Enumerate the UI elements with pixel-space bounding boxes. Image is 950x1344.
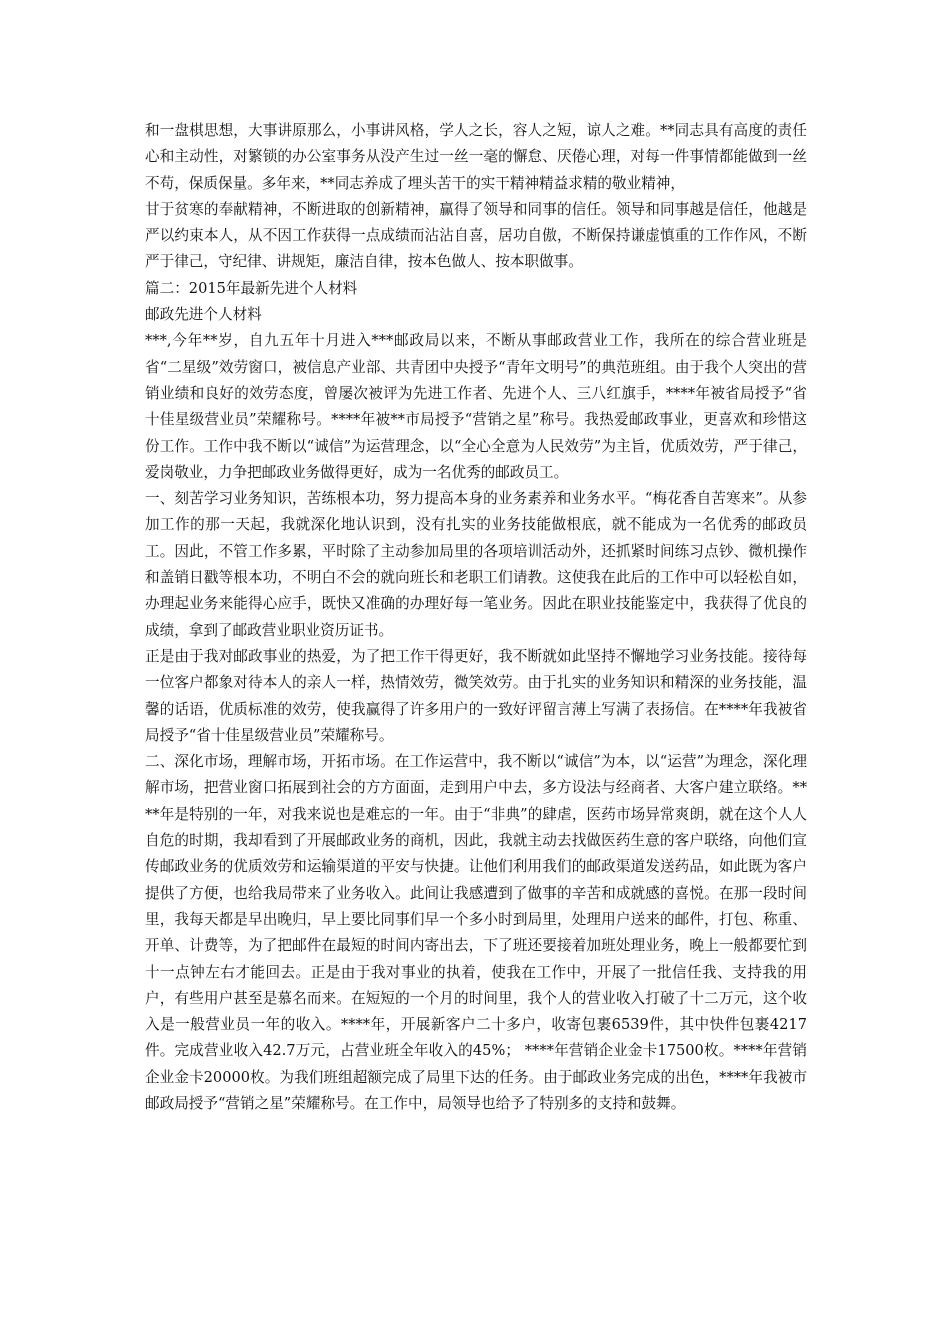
paragraph-section-one: 一、刻苦学习业务知识，苦练根本功，努力提高本身的业务素养和业务水平。“梅花香自苦寒来”。从参加工作的那一天起，我就深化地认识到，没有扎实的业务技能做根底，就不能成为一名优秀的邮政员工。因此，不管工作多累，平时除了主动参加局里的各项培训活动外，还抓紧时间练习点钞、微机操作和盖销日戳等根本功，不明白不会的就向班长和老职工们请教。这使我在此后的工作中可以轻松自如，办理起业务来能得心应手，既快又准确的办理好每一笔业务。因此在职业技能鉴定中，我获得了优良的成绩，拿到了邮政营业职业资历证书。 — [145, 490, 807, 639]
paragraph-section-two: 二、深化市场，理解市场，开拓市场。在工作运营中，我不断以“诚信”为本，以“运营”为理念，深化理解市场，把营业窗口拓展到社会的方方面面，走到用户中去，多方设法与经商者、大客户建立联络。****年是特别的一年，对我来说也是难忘的一年。由于“非典”的肆虐，医药市场异常爽朗，就在这个人人自危的时期，我却看到了开展邮政业务的商机，因此，我就主动去找做医药生意的客户联络，向他们宣传邮政业务的优质效劳和运输渠道的平安与快捷。让他们利用我们的邮政渠道发送药品，如此既为客户提供了方便，也给我局带来了业务收入。此间让我感遭到了做事的辛苦和成就感的喜悦。在那一段时间里，我每天都是早出晚归，早上要比同事们早一个多小时到局里，处理用户送来的邮件，打包、称重、开单、计费等，为了把邮件在最短的时间内寄出去，下了班还要接着加班处理业务，晚上一般都要忙到十一点钟左右才能回去。正是由于我对事业的执着，使我在工作中，开展了一批信任我、支持我的用户，有些用户甚至是慕名而来。在短短的一个月的时间里，我个人的营业收入打破了十二万元，这个收入是一般营业员一年的收入。****年，开展新客户二十多户，收寄包裹6539件，其中快件包裹4217件。完成营业收入42.7万元，占营业班全年收入的45%； ****年营销企业金卡17500枚。****年营销企业金卡20000枚。为我们班组超额完成了局里下达的任务。由于邮政业务完成的出色，****年我被市邮政局授予“营销之星”荣耀称号。在工作中，局领导也给予了特别多的支持和鼓舞。 — [145, 753, 807, 1112]
paragraph-1: 和一盘棋思想，大事讲原那么，小事讲风格，学人之长，容人之短，谅人之难。**同志具有高度的责任心和主动性，对繁锁的办公室事务从没产生过一丝一毫的懈怠、厌倦心理，对每一件事情都能做到一丝不苟，保质保量。多年来，**同志养成了埋头苦干的实干精神精益求精的敬业精神， — [145, 122, 807, 192]
section-heading: 篇二：2015年最新先进个人材料 — [145, 279, 358, 297]
document-body — [145, 118, 807, 1117]
paragraph-continuation: 正是由于我对邮政事业的热爱，为了把工作干得更好，我不断就如此坚持不懈地学习业务技能。接待每一位客户都象对待本人的亲人一样，热情效劳，微笑效劳。由于扎实的业务知识和精深的业务技能，温馨的话语，优质标准的效劳，使我赢得了许多用户的一致好评留言薄上写满了表扬信。在****年我被省局授予“省十佳星级营业员”荣耀称号。 — [145, 647, 807, 744]
paragraph-intro: ***,今年**岁，自九五年十月进入***邮政局以来，不断从事邮政营业工作，我所在的综合营业班是省“二星级”效劳窗口，被信息产业部、共青团中央授予“青年文明号”的典范班组。由于我个人突出的营销业绩和良好的效劳态度，曾屡次被评为先进工作者、先进个人、三八红旗手，****年被省局授予“省十佳星级营业员”荣耀称号。****年被**市局授予“营销之星”称号。我热爱邮政事业，更喜欢和珍惜这份工作。工作中我不断以“诚信”为运营理念，以“全心全意为人民效劳”为主旨，优质效劳，严于律己，爱岗敬业，力争把邮政业务做得更好，成为一名优秀的邮政员工。 — [145, 332, 807, 481]
document-title: 邮政先进个人材料 — [145, 306, 262, 324]
paragraph-2: 甘于贫寒的奉献精神，不断进取的创新精神，赢得了领导和同事的信任。领导和同事越是信任，他越是严以约束本人，从不因工作获得一点成绩而沾沾自喜，居功自傲，不断保持谦虚慎重的工作作风，不断严于律己，守纪律、讲规矩，廉洁自律，按本色做人、按本职做事。 — [145, 200, 807, 271]
